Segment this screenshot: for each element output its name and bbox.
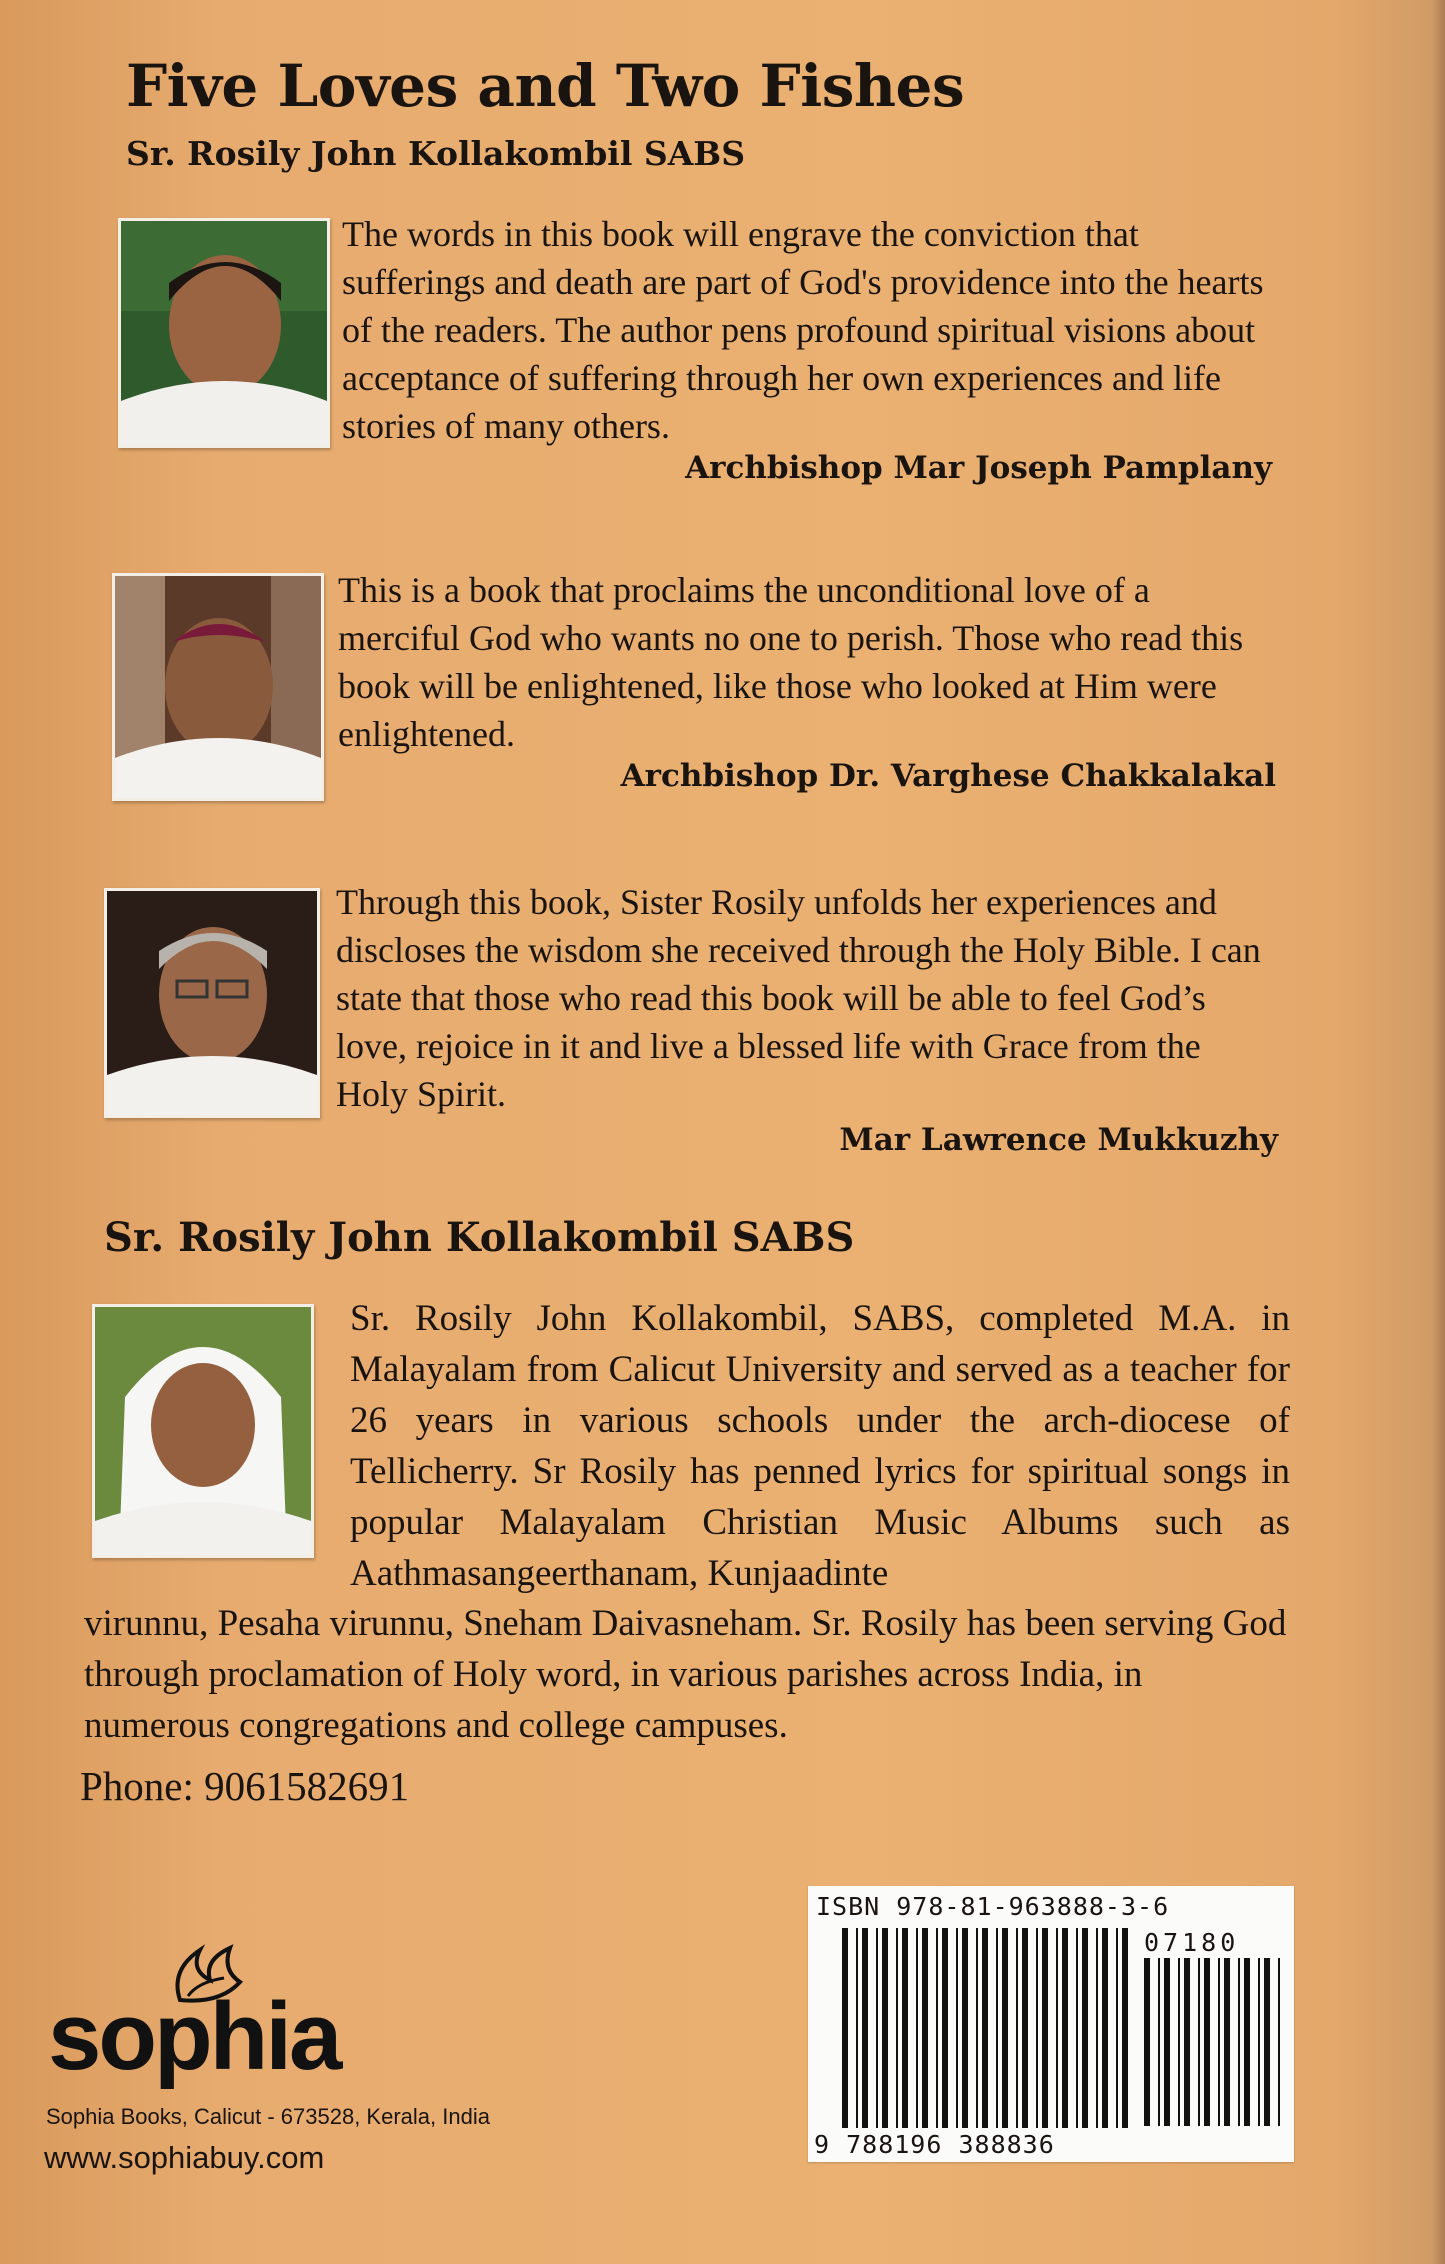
- barcode-panel: [808, 1886, 1294, 2162]
- endorser-1-photo: [118, 218, 330, 448]
- isbn-label: ISBN 978-81-963888-3-6: [816, 1892, 1170, 1921]
- author-bio-part1: Sr. Rosily John Kollakombil, SABS, completed M.A. in Malayalam from Calicut University and served as a teacher for 26 years in various schools under the arch-diocese of Tellicherry. Sr Rosily has penned lyrics for spiritual songs in popular Malayalam Christian Music Albums such as Aathmasangeerthanam, Kunjaadinte: [350, 1298, 1290, 1594]
- endorsement-1-signature: Archbishop Mar Joseph Pamplany: [685, 450, 1272, 486]
- endorsement-3-text: Through this book, Sister Rosily unfolds her experiences and discloses the wisdom she received through the Holy Bible. I can state that those who read this book will be able to feel God’s love, rejoice in it and live a blessed life with Grace from the Holy Spirit.: [336, 882, 1261, 1114]
- endorsement-1-text: The words in this book will engrave the conviction that sufferings and death are part of God's providence into the hearts of the readers. The author pens profound spiritual visions about acceptance of suffering through her own experiences and life stories of many others.: [342, 214, 1264, 446]
- author-section-heading: Sr. Rosily John Kollakombil SABS: [104, 1214, 855, 1261]
- book-author: Sr. Rosily John Kollakombil SABS: [126, 134, 746, 173]
- barcode-ean-digits: 9 788196 388836: [814, 2130, 1055, 2159]
- endorser-2-photo: [112, 573, 324, 801]
- endorsement-2-signature: Archbishop Dr. Varghese Chakkalakal: [620, 758, 1276, 794]
- publisher-website: www.sophiabuy.com: [44, 2140, 325, 2175]
- book-title: Five Loves and Two Fishes: [126, 52, 965, 120]
- author-photo: [92, 1304, 314, 1558]
- endorsement-2-text: This is a book that proclaims the unconditional love of a merciful God who wants no one to perish. Those who read this book will be enlightened, like those who looked at Him were enlightened.: [338, 570, 1244, 754]
- barcode-icon: [842, 1928, 1132, 2128]
- publisher-address: Sophia Books, Calicut - 673528, Kerala, India: [46, 2104, 490, 2129]
- endorsement-3-signature: Mar Lawrence Mukkuzhy: [839, 1122, 1278, 1158]
- barcode-price-code: 07180: [1144, 1928, 1240, 1957]
- publisher-logo: [48, 1930, 348, 2100]
- author-bio-part2: virunnu, Pesaha virunnu, Sneham Daivasneham. Sr. Rosily has been serving God through proclamation of Holy word, in various parishes across India, in numerous congregations and college campuses.: [84, 1603, 1287, 1746]
- endorser-3-photo: [104, 888, 320, 1118]
- cover-edge-shadow: [1431, 0, 1445, 2264]
- publisher-logo-text: sophia: [48, 1983, 340, 2090]
- barcode-addon-icon: [1144, 1958, 1280, 2126]
- author-phone: Phone: 9061582691: [80, 1763, 410, 1809]
